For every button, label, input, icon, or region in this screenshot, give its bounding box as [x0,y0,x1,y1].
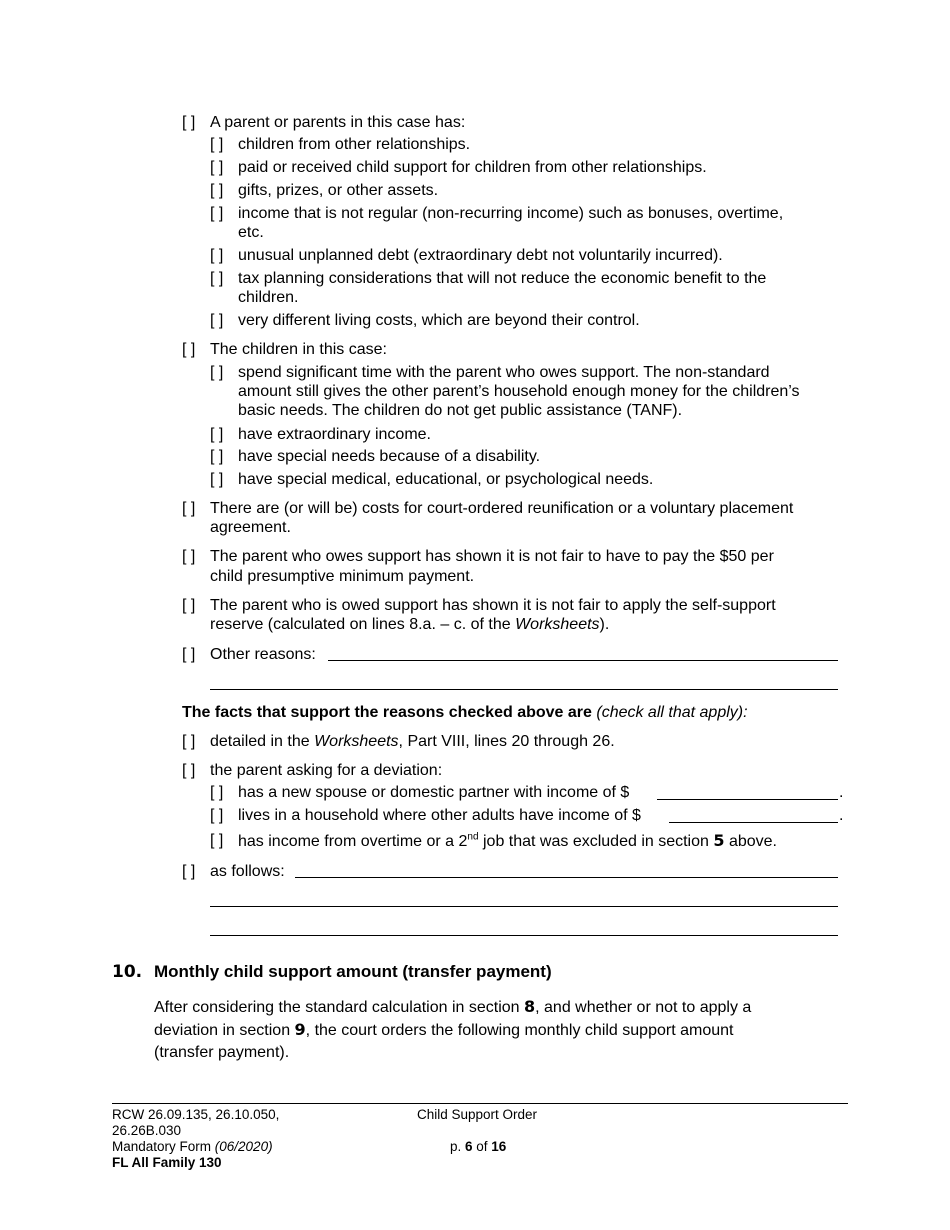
footer-mandatory-form: Mandatory Form (06/2020) [112,1139,273,1154]
item-significant-time-2: amount still gives the other parent’s household enough money for the children’s [238,383,800,400]
minimum-line-2: child presumptive minimum payment. [210,568,475,585]
reserve-line-1: The parent who is owed support has shown it is not fair to apply the self-support [210,597,776,614]
section-10-paragraph-line-2: deviation in section 9, the court orders the following monthly child support amount [154,1020,734,1039]
section-10-paragraph-line-1: After considering the standard calculation in section 8, and whether or not to apply a [154,997,752,1016]
spouse-income-field[interactable] [657,799,838,800]
checkbox-special-needs[interactable]: [ ] [210,471,224,488]
footer-rcw-line-1: RCW 26.09.135, 26.10.050, [112,1107,280,1122]
as-follows-field-3[interactable] [210,935,838,936]
checkbox-reunification[interactable]: [ ] [182,500,196,517]
section-10-number: 10. [112,962,143,982]
item-living-costs: very different living costs, which are beyond their control. [238,312,640,329]
checkbox-overtime[interactable]: [ ] [210,832,224,849]
footer-form-id: FL All Family 130 [112,1155,222,1170]
item-significant-time-1: spend significant time with the parent who owes support. The non-standard [238,364,770,381]
item-other-children: children from other relationships. [238,136,471,153]
checkbox-extraordinary-income[interactable]: [ ] [210,426,224,443]
other-reasons-field-2[interactable] [210,689,838,690]
item-extraordinary-income: have extraordinary income. [238,426,431,443]
checkbox-detailed-worksheets[interactable]: [ ] [182,733,196,750]
footer-page-number: p. 6 of 16 [450,1139,507,1154]
facts-household: lives in a household where other adults have income of $ [238,807,641,824]
children-label: The children in this case: [210,341,387,358]
as-follows-field-2[interactable] [210,906,838,907]
checkbox-paid-support[interactable]: [ ] [210,159,224,176]
item-gifts: gifts, prizes, or other assets. [238,182,439,199]
checkbox-living-costs[interactable]: [ ] [210,312,224,329]
household-period: . [839,807,844,824]
facts-parent-asking: the parent asking for a deviation: [210,762,443,779]
other-reasons-label: Other reasons: [210,646,316,663]
facts-new-spouse: has a new spouse or domestic partner with income of $ [238,784,630,801]
minimum-line-1: The parent who owes support has shown it is not fair to have to pay the $50 per [210,548,774,565]
parent-label: A parent or parents in this case has: [210,114,466,131]
item-debt: unusual unplanned debt (extraordinary debt not voluntarily incurred). [238,247,723,264]
reunification-line-2: agreement. [210,519,291,536]
checkbox-self-support[interactable]: [ ] [182,597,196,614]
footer-rcw-line-2: 26.26B.030 [112,1123,182,1138]
checkbox-disability[interactable]: [ ] [210,448,224,465]
item-significant-time-3: basic needs. The children do not get public assistance (TANF). [238,402,683,419]
checkbox-as-follows[interactable]: [ ] [182,863,196,880]
checkbox-significant-time[interactable]: [ ] [210,364,224,381]
item-paid-support: paid or received child support for children from other relationships. [238,159,707,176]
checkbox-debt[interactable]: [ ] [210,247,224,264]
checkbox-minimum-payment[interactable]: [ ] [182,548,196,565]
as-follows-field-1[interactable] [295,877,838,878]
checkbox-tax[interactable]: [ ] [210,270,224,287]
item-tax-1: tax planning considerations that will not reduce the economic benefit to the [238,270,767,287]
checkbox-children[interactable]: [ ] [182,341,196,358]
item-nonrecurring-2: etc. [238,224,264,241]
facts-detailed: detailed in the Worksheets, Part VIII, lines 20 through 26. [210,733,615,750]
as-follows-label: as follows: [210,863,285,880]
section-10-paragraph-line-3: (transfer payment). [154,1044,290,1061]
checkbox-nonrecurring[interactable]: [ ] [210,205,224,222]
facts-heading: The facts that support the reasons checked above are (check all that apply): [182,704,748,721]
checkbox-new-spouse[interactable]: [ ] [210,784,224,801]
item-nonrecurring-1: income that is not regular (non-recurring income) such as bonuses, overtime, [238,205,784,222]
reunification-line-1: There are (or will be) costs for court-ordered reunification or a voluntary placement [210,500,794,517]
checkbox-other-children[interactable]: [ ] [210,136,224,153]
footer-divider [112,1103,848,1104]
item-tax-2: children. [238,289,299,306]
item-special-needs: have special medical, educational, or psychological needs. [238,471,654,488]
checkbox-other-reasons[interactable]: [ ] [182,646,196,663]
other-reasons-field-1[interactable] [328,660,838,661]
spouse-period: . [839,784,844,801]
checkbox-household-adults[interactable]: [ ] [210,807,224,824]
household-income-field[interactable] [669,822,838,823]
section-10-title: Monthly child support amount (transfer payment) [154,962,552,981]
checkbox-parent-asking[interactable]: [ ] [182,762,196,779]
checkbox-parent[interactable]: [ ] [182,114,196,131]
footer-doc-title: Child Support Order [417,1107,538,1122]
reserve-line-2: reserve (calculated on lines 8.a. – c. of the Worksheets). [210,616,610,633]
item-disability: have special needs because of a disability. [238,448,541,465]
facts-overtime: has income from overtime or a 2nd job that was excluded in section 5 above. [238,831,777,850]
checkbox-gifts[interactable]: [ ] [210,182,224,199]
